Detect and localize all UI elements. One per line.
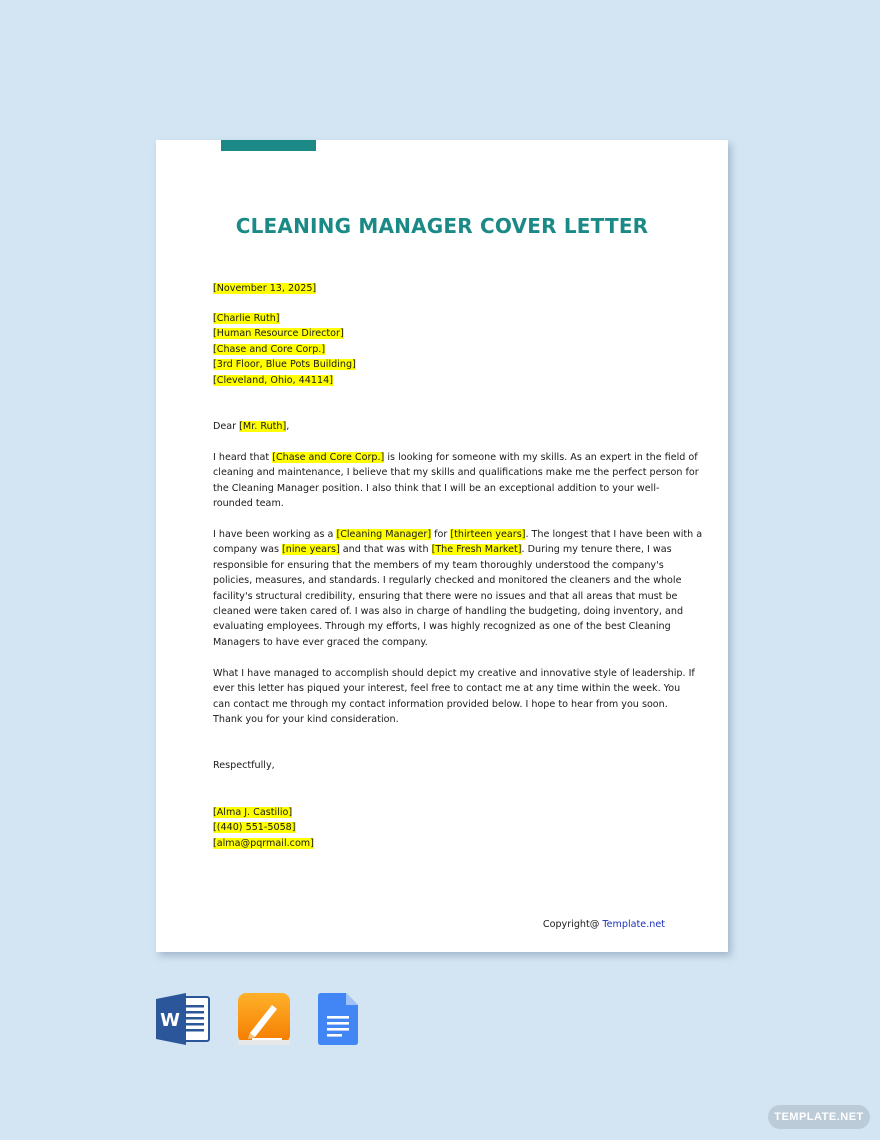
recipient-address-line2: [Cleveland, Ohio, 44114]	[213, 374, 333, 386]
sender-block	[213, 805, 668, 851]
apple-pages-icon[interactable]	[238, 993, 290, 1045]
role-highlight: [Cleaning Manager]	[336, 529, 432, 540]
letter-page	[156, 140, 728, 952]
date: [November 13, 2025]	[213, 283, 317, 294]
paragraph-1: I heard that [Chase and Core Corp.] is looking for someone with my skills. As an expert in the field of cleaning and maintenance, I believe that my skills and qualifications make me the perfect person for the Cleaning Manager position. I also think that I will be an exceptional addition to your well- rounded team.	[213, 452, 699, 510]
template-net-watermark: TEMPLATE.NET	[768, 1105, 870, 1129]
closing: Respectfully,	[213, 760, 275, 771]
recipient-company: [Chase and Core Corp.]	[213, 343, 326, 355]
salutation-name: [Mr. Ruth]	[239, 421, 287, 432]
years-highlight: [thirteen years]	[450, 529, 526, 540]
date-block	[213, 281, 668, 296]
recipient-name: [Charlie Ruth]	[213, 313, 280, 324]
salutation: Dear [Mr. Ruth],	[213, 421, 290, 432]
paragraph-2: I have been working as a [Cleaning Manager] for [thirteen years]. The longest that I have been with a company was [nine years] and that was with [The Fresh Market]. During my tenure there, I was responsible for ensuring that the members of my team thoroughly understood the company's policies, measures, and standards. I regularly checked and monitored the cleaners and the whole facility's structural credibility, ensuring that there were no issues and that all areas that must be cleaned were taken cared of. I was also in charge of handling the budgeting, doing inventory, and evaluating employees. Through my efforts, I was highly recognized as one of the best Cleaning Managers to have ever graced the company.	[213, 529, 703, 648]
prev-company-highlight: [The Fresh Market]	[431, 544, 522, 556]
recipient-address	[213, 311, 668, 388]
document-title: CLEANING MANAGER COVER LETTER	[235, 214, 649, 238]
google-docs-icon[interactable]	[318, 993, 358, 1045]
recipient-address-line1: [3rd Floor, Blue Pots Building]	[213, 359, 356, 371]
accent-bar	[221, 140, 316, 151]
microsoft-word-icon[interactable]	[156, 993, 210, 1045]
template-net-link[interactable]: Template.net	[602, 919, 665, 930]
sender-phone: [(440) 551-5058]	[213, 822, 296, 834]
copyright-notice: Copyright@ Template.net	[542, 919, 665, 930]
paragraph-3: What I have managed to accomplish should depict my creative and innovative style of leadership. If ever this letter has piqued your interest, feel free to contact me at any time within the week. You can contact me through my contact information provided below. I hope to hear from you soon. Thank you for your kind consideration.	[213, 668, 695, 726]
sender-email: [alma@pqrmail.com]	[213, 837, 314, 849]
company-highlight: [Chase and Core Corp.]	[272, 452, 385, 463]
prev-years-highlight: [nine years]	[282, 544, 340, 556]
recipient-position: [Human Resource Director]	[213, 328, 344, 340]
sender-name: [Alma J. Castilio]	[213, 807, 293, 818]
svg-text:W: W	[160, 1010, 180, 1031]
